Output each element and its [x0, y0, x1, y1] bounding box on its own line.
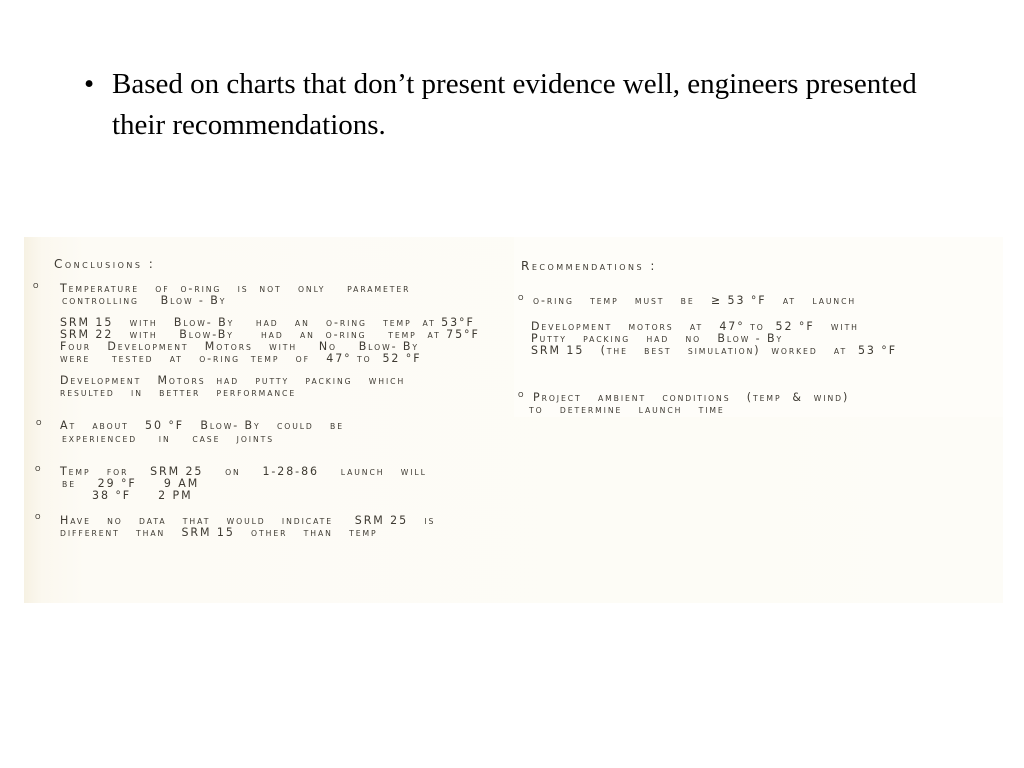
conclusion-line: were tested at o-ring temp of 47° to 52 °F [60, 351, 422, 365]
handwritten-memo-scan [24, 237, 1003, 603]
conclusion-line: controlling Blow - By [62, 293, 227, 307]
conclusion-line: resulted in better performance [60, 385, 297, 399]
conclusion-line: Temp for SRM 25 on 1-28-86 launch will [60, 464, 427, 478]
conclusion-line: SRM 22 with Blow-By had an o-ring temp at 75°F [60, 327, 480, 341]
conclusions-marker: o [35, 463, 43, 474]
conclusion-line: Have no data that would indicate SRM 25 is [60, 513, 436, 527]
bullet-text: Based on charts that don’t present evidence well, engineers presented their recommendations. [112, 68, 917, 141]
recommendation-line: Development motors at 47° to 52 °F with [531, 319, 859, 333]
conclusion-line: Development Motors had putty packing which [60, 373, 406, 387]
conclusion-line: Four Development Motors with No Blow- By [60, 339, 420, 353]
conclusion-line: At about 50 °F Blow- By could be [60, 418, 345, 432]
recommendation-line: o-ring temp must be ≥ 53 °F at launch [533, 293, 857, 307]
conclusion-line: experienced in case joints [62, 431, 275, 445]
conclusion-line: different than SRM 15 other than temp [60, 525, 378, 539]
recommendation-line: Project ambient conditions (temp & wind) [533, 390, 850, 404]
conclusion-line: Temperature of o-ring is not only parameter [60, 281, 411, 295]
recommendations-heading: Recommendations : [521, 259, 657, 273]
conclusion-line: 38 °F 2 PM [92, 488, 193, 502]
conclusions-marker: o [35, 511, 43, 522]
recommendations-marker: o [518, 389, 526, 400]
recommendation-line: to determine launch time [529, 402, 725, 416]
conclusions-heading: Conclusions : [54, 257, 156, 271]
conclusion-line: SRM 15 with Blow- By had an o-ring temp at 53°F [60, 315, 475, 329]
conclusions-marker: o [33, 280, 41, 291]
recommendations-marker: o [518, 292, 526, 303]
conclusions-marker: o [36, 417, 44, 428]
conclusion-line: be 29 °F 9 AM [62, 476, 200, 490]
recommendation-line: Putty packing had no Blow - By [531, 331, 784, 345]
recommendation-line: SRM 15 (the best simulation) worked at 53 °F [531, 343, 898, 357]
bullet-glyph: • [84, 68, 95, 100]
